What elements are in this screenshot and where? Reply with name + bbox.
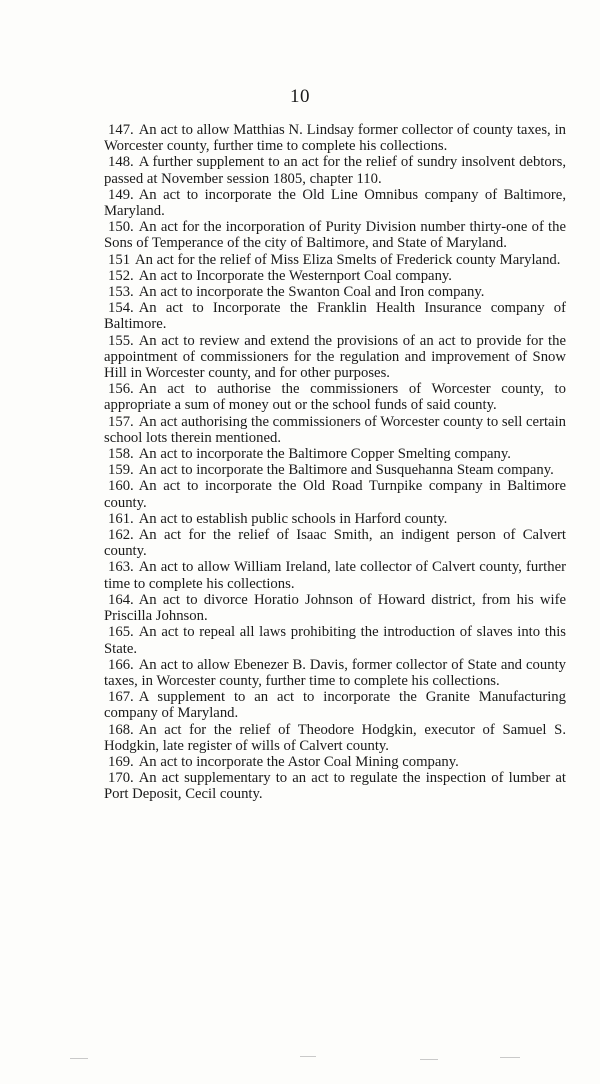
act-title: An act for the relief of Theodore Hodgkin, executor of Samuel S. Hodgkin, late register of wills of Calvert county. [104, 721, 566, 754]
list-item [104, 446, 566, 462]
list-item [104, 414, 566, 446]
act-number: 156. [108, 381, 134, 398]
scan-speck [70, 1058, 88, 1059]
act-title: An act to incorporate the Old Road Turnpike company in Baltimore county. [104, 478, 566, 511]
list-item [104, 657, 566, 689]
list-item [104, 333, 566, 382]
scan-speck [500, 1057, 520, 1058]
scan-speck [420, 1059, 438, 1060]
list-item [104, 300, 566, 332]
act-title: A supplement to an act to incorporate the Granite Manufacturing company of Maryland. [104, 689, 566, 722]
list-item [104, 381, 566, 413]
list-item [104, 559, 566, 591]
act-number: 153. [108, 284, 134, 301]
act-number: 147. [108, 122, 134, 138]
act-number: 169. [108, 753, 134, 770]
list-item [104, 722, 566, 754]
act-title: An act for the relief of Miss Eliza Smelts of Frederick county Maryland. [135, 251, 561, 268]
act-title: An act to repeal all laws prohibiting the introduction of slaves into this State. [104, 624, 566, 657]
act-number: 151 [108, 251, 131, 268]
act-number: 157. [108, 413, 134, 430]
list-item [104, 187, 566, 219]
list-item [104, 252, 566, 268]
act-title: A further supplement to an act for the relief of sundry insolvent debtors, passed at November session 1805, chapter 110. [104, 154, 566, 187]
list-item [104, 478, 566, 510]
list-item [104, 268, 566, 284]
act-number: 148. [108, 154, 134, 171]
page-number: 10 [290, 86, 310, 107]
act-title: An act to authorise the commissioners of Worcester county, to appropriate a sum of money out or the school funds of said county. [104, 381, 566, 414]
list-item [104, 122, 566, 154]
act-number: 155. [108, 332, 134, 349]
act-title: An act to incorporate the Baltimore Copper Smelting company. [138, 446, 511, 463]
act-title: An act to allow William Ireland, late collector of Calvert county, further time to complete his collections. [104, 559, 566, 592]
act-number: 154. [108, 300, 134, 317]
act-title: An act to incorporate the Old Line Omnibus company of Baltimore, Maryland. [104, 186, 566, 220]
list-item [104, 754, 566, 770]
act-title: An act authorising the commissioners of Worcester county to sell certain school lots therein mentioned. [104, 413, 566, 446]
list-item [104, 689, 566, 721]
list-item [104, 511, 566, 527]
act-title: An act to allow Matthias N. Lindsay former collector of county taxes, in Worcester county, further time to complete his collections. [104, 122, 566, 155]
act-title: An act to Incorporate the Franklin Health Insurance company of Baltimore. [104, 300, 566, 333]
act-number: 165. [108, 624, 134, 641]
act-number: 164. [108, 591, 134, 608]
act-number: 160. [108, 478, 134, 495]
act-title: An act to Incorporate the Westernport Coal company. [138, 267, 452, 284]
act-title: An act to incorporate the Baltimore and Susquehanna Steam company. [138, 462, 554, 479]
list-item [104, 592, 566, 624]
act-title: An act to allow Ebenezer B. Davis, former collector of State and county taxes, in Worcester county, further time to complete his collections. [104, 656, 566, 689]
list-item [104, 219, 566, 251]
scan-speck [300, 1056, 316, 1057]
list-item [104, 770, 566, 802]
act-number: 158. [108, 446, 134, 463]
act-title: An act supplementary to an act to regulate the inspection of lumber at Port Deposit, Cecil county. [104, 770, 566, 803]
act-title: An act to divorce Horatio Johnson of Howard district, from his wife Priscilla Johnson. [104, 591, 566, 625]
act-number: 159. [108, 462, 134, 479]
list-item [104, 462, 566, 478]
act-number: 163. [108, 559, 134, 576]
act-number: 166. [108, 656, 134, 673]
list-item [104, 284, 566, 300]
page-edge-specks [0, 1050, 600, 1070]
act-number: 161. [108, 510, 134, 527]
list-item [104, 624, 566, 656]
act-number: 149. [108, 186, 134, 203]
act-number: 170. [108, 770, 134, 787]
list-item [104, 154, 566, 186]
act-number: 162. [108, 527, 134, 544]
act-title: An act to incorporate the Swanton Coal and Iron company. [138, 284, 485, 301]
act-title: An act to incorporate the Astor Coal Mining company. [138, 753, 459, 770]
act-title: An act to review and extend the provisions of an act to provide for the appointment of commissioners for the regulation and improvement of Snow Hill in Worcester county, and for other purposes. [104, 332, 566, 382]
act-number: 150. [108, 219, 134, 236]
act-number: 167. [108, 689, 134, 706]
act-number: 168. [108, 721, 134, 738]
list-item [104, 527, 566, 559]
act-title: An act for the incorporation of Purity Division number thirty-one of the Sons of Temperance of the city of Baltimore, and State of Maryland. [104, 219, 566, 252]
act-number: 152. [108, 267, 134, 284]
acts-list [104, 122, 566, 803]
act-title: An act for the relief of Isaac Smith, an indigent person of Calvert county. [104, 527, 566, 560]
act-title: An act to establish public schools in Harford county. [138, 510, 448, 527]
